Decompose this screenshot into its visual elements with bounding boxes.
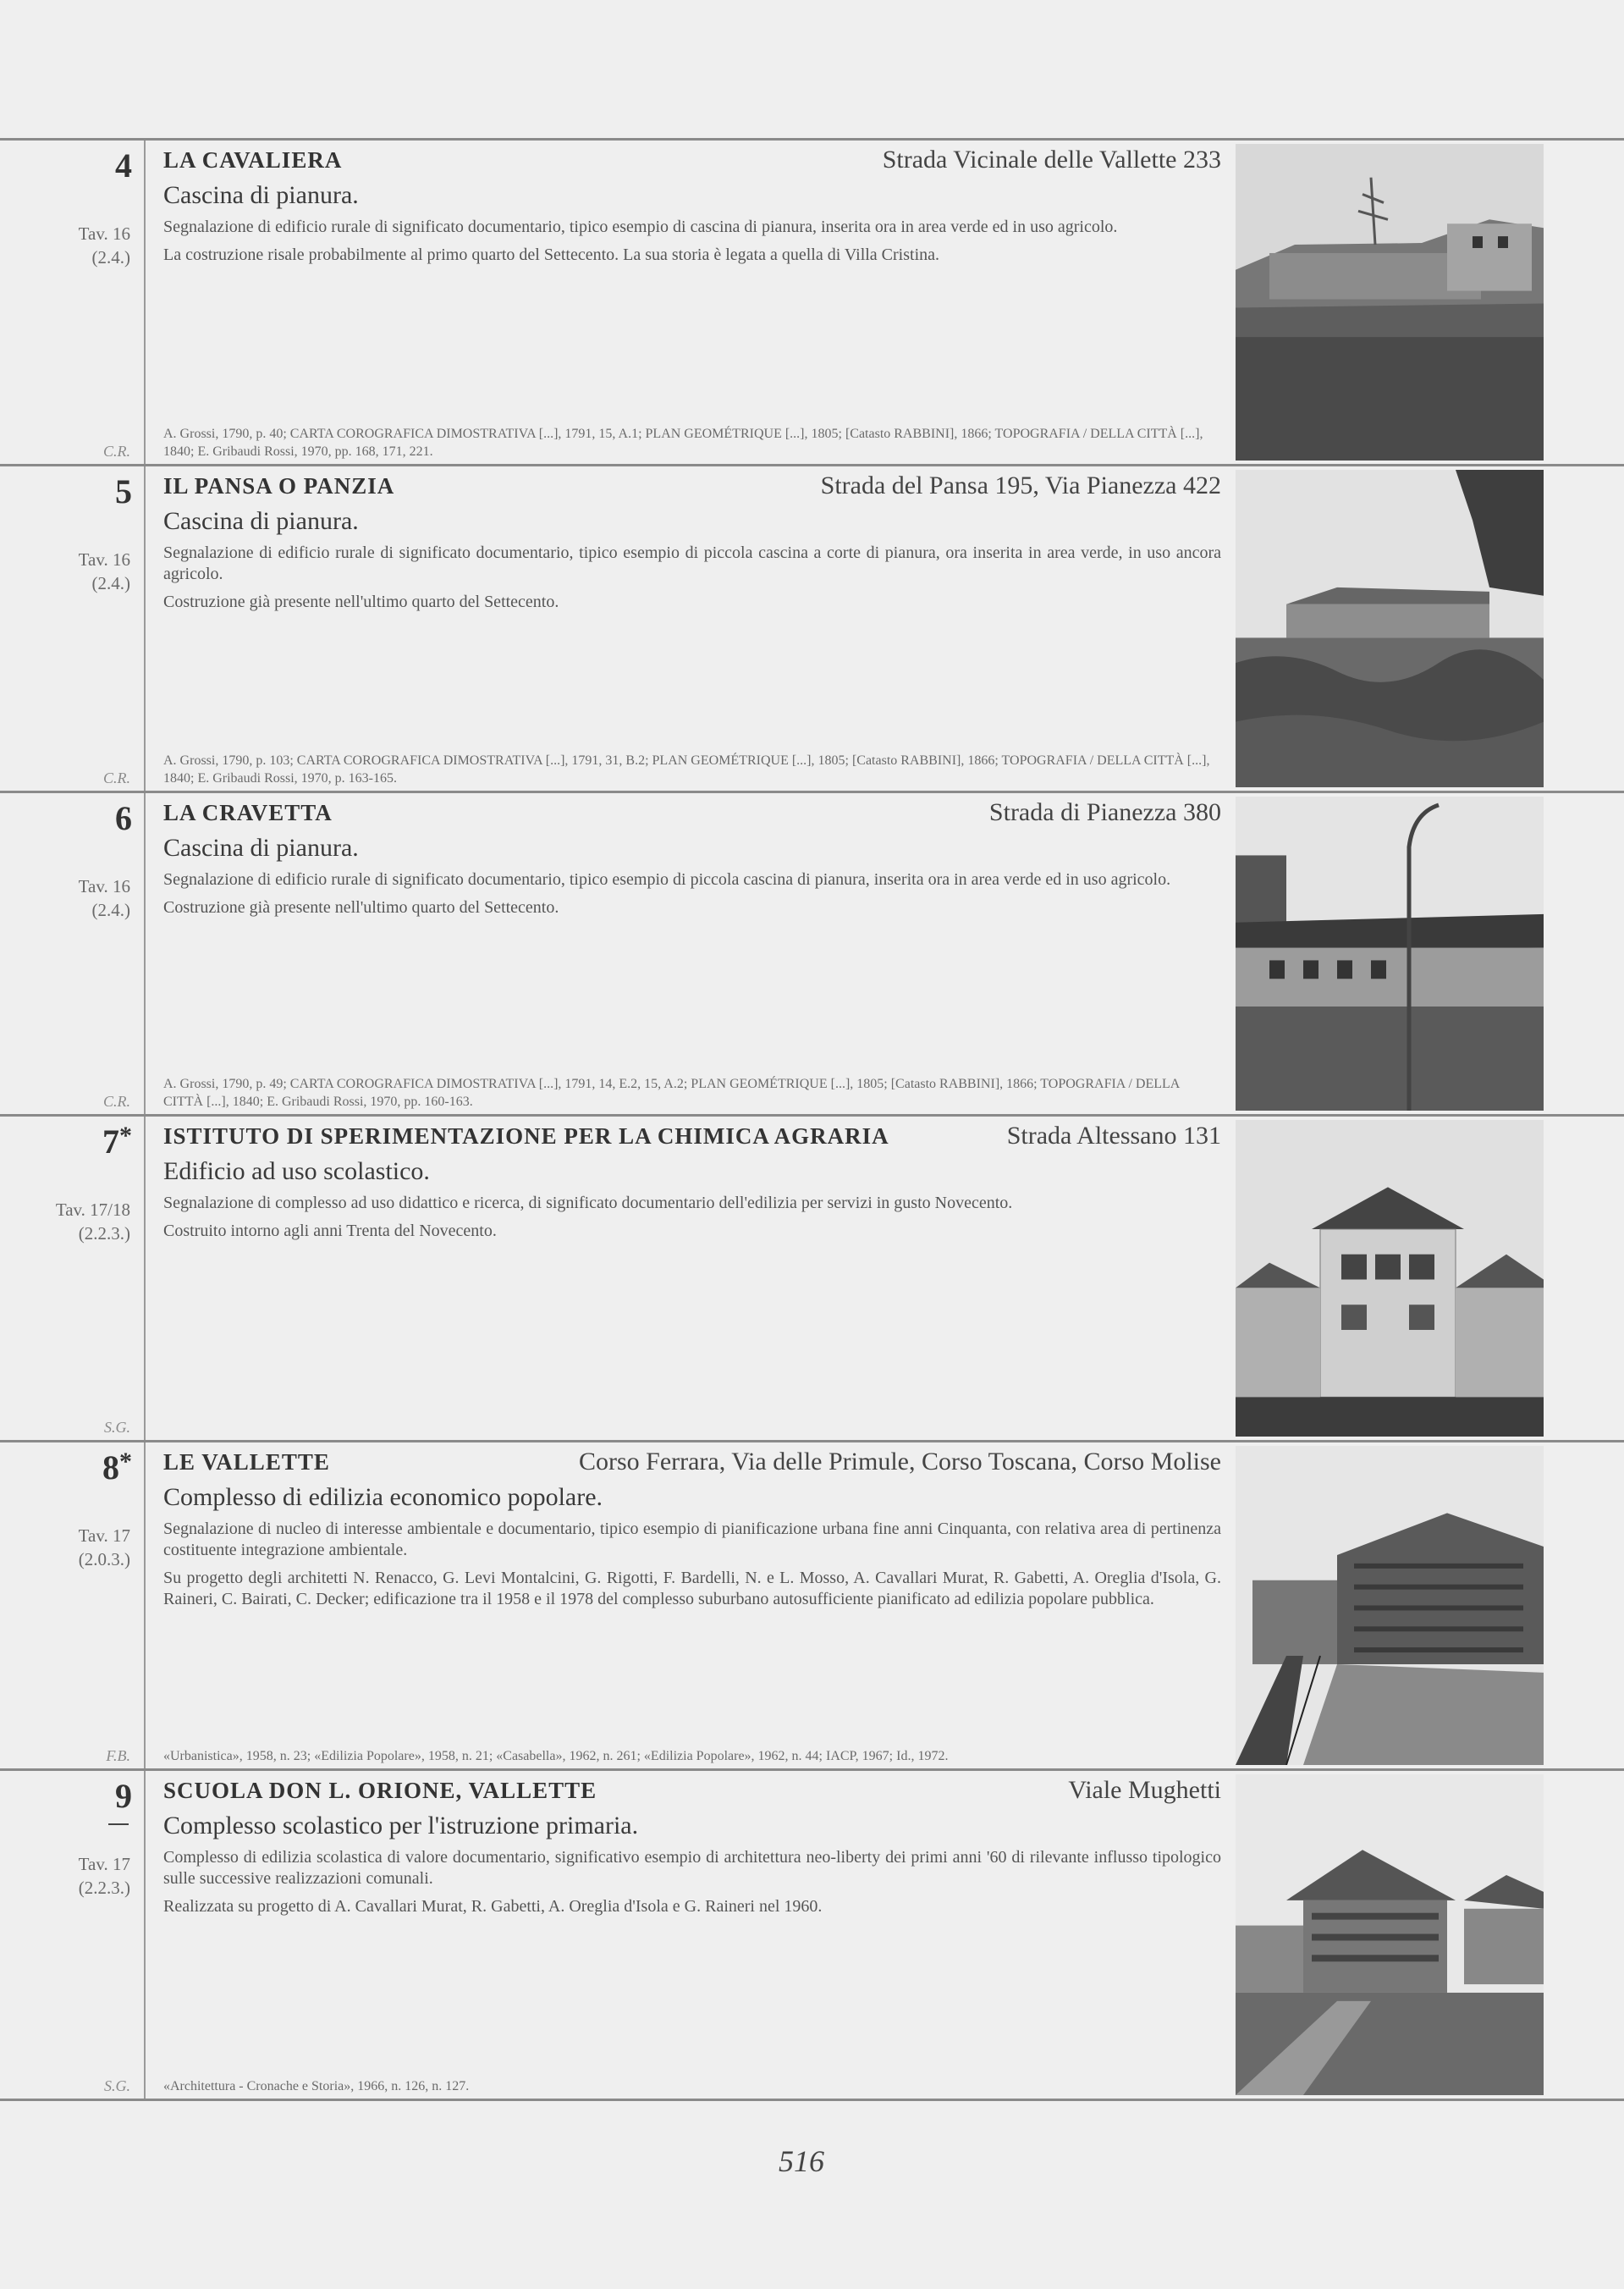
- entry-author: C.R.: [102, 443, 130, 460]
- entry-references: A. Grossi, 1790, p. 103; CARTA COROGRAFICA DIMOSTRATIVA [...], 1791, 31, B.2; PLAN GEOMÉTRIQUE [...], 1805; [Catasto RABBINI], 1866; TOPOGRAFIA / DELLA CITTÀ [...], 1840; E. Gribaudi Rossi, 1970, p. 163-165.: [163, 753, 1210, 786]
- catalogue-entry: [0, 793, 1624, 1117]
- entry-title: LA CRAVETTA: [163, 800, 333, 825]
- entry-meta-column: [0, 1771, 146, 2099]
- entry-description: Segnalazione di nucleo di interesse ambientale e documentario, tipico esempio di pianificazione urbana fine anni Cinquanta, con relativa area di pertinenza costituente integrazione ambientale. Su progetto degli architetti N. Renacco, G. Levi Montalcini, G. Rigotti, F. Bardelli, N. e L. Mosso, A. Cavallari Murat, R. Gabetti, A. Oreglia d'Isola, G. Raineri, C. Bairati, C. Decker; edificazione tra il 1958 e il 1978 del complesso suburbano autosufficiente pianificato ad edilizia popolare pubblica.: [163, 1520, 1221, 1608]
- entry-address: Corso Ferrara, Via delle Primule, Corso Toscana, Corso Molise: [578, 1448, 1221, 1475]
- entry-author: F.B.: [106, 1747, 130, 1764]
- entry-tav: Tav. 16 (2.4.): [78, 876, 130, 920]
- entry-description: Segnalazione di complesso ad uso didattico e ricerca, di significato documentario dell'edilizia per servizi in gusto Novecento. Costruito intorno agli anni Trenta del Novecento.: [163, 1194, 1013, 1240]
- entry-number: 8*: [102, 1448, 132, 1486]
- entry-content: [163, 1117, 1221, 1440]
- entry-address: Strada del Pansa 195, Via Pianezza 422: [820, 472, 1221, 499]
- entry-content: [163, 141, 1221, 464]
- farmhouse-field-photo: [1236, 144, 1544, 461]
- entry-content: [163, 793, 1221, 1114]
- entry-title: IL PANSA O PANZIA: [163, 473, 395, 499]
- entry-references: «Urbanistica», 1958, n. 23; «Edilizia Popolare», 1958, n. 21; «Casabella», 1962, n. 261; «Edilizia Popolare», 1962, n. 44; IACP, 1967; Id., 1972.: [163, 1749, 949, 1763]
- entry-title: ISTITUTO DI SPERIMENTAZIONE PER LA CHIMICA AGRARIA: [163, 1123, 889, 1149]
- entry-description: Segnalazione di edificio rurale di significato documentario, tipico esempio di cascina di pianura, inserita ora in area verde ed in uso agricolo. La costruzione risale probabilmente al primo quarto del Settecento. La sua storia è legata a quella di Villa Cristina.: [163, 218, 1118, 264]
- entry-tav: Tav. 17 (2.2.3.): [78, 1854, 130, 1898]
- entry-title: LE VALLETTE: [163, 1449, 330, 1475]
- entry-author: C.R.: [102, 1093, 130, 1110]
- entry-meta-column: [0, 1442, 146, 1768]
- entry-address: Strada Vicinale delle Vallette 233: [882, 146, 1221, 174]
- entry-title: SCUOLA DON L. ORIONE, VALLETTE: [163, 1778, 597, 1803]
- catalogue-entry: [0, 141, 1624, 466]
- entry-author: S.G.: [104, 2077, 130, 2094]
- entry-author: C.R.: [102, 769, 130, 786]
- entry-number-underline: [108, 1823, 129, 1825]
- small-farmstead-photo: [1236, 470, 1544, 787]
- catalogue-entry: [0, 1442, 1624, 1771]
- entry-subtitle: Edificio ad uso scolastico.: [163, 1157, 430, 1185]
- entry-description: Segnalazione di edificio rurale di significato documentario, tipico esempio di piccola cascina di pianura, inserita ora in area verde ed in uso agricolo. Costruzione già presente nell'ultimo quarto del Settecento.: [163, 870, 1171, 917]
- entry-subtitle: Cascina di pianura.: [163, 181, 359, 209]
- entry-content: [163, 1771, 1221, 2099]
- entry-references: A. Grossi, 1790, p. 40; CARTA COROGRAFICA DIMOSTRATIVA [...], 1791, 15, A.1; PLAN GEOMÉTRIQUE [...], 1805; [Catasto RABBINI], 1866; TOPOGRAFIA / DELLA CITTÀ [...], 1840; E. Gribaudi Rossi, 1970, pp. 168, 171, 221.: [163, 427, 1203, 459]
- entry-number: 7*: [102, 1122, 132, 1161]
- entry-address: Strada di Pianezza 380: [988, 798, 1221, 826]
- entry-meta-column: [0, 1117, 146, 1440]
- entry-number: 5: [115, 472, 132, 510]
- page-number: 516: [779, 2144, 824, 2178]
- entry-address: Strada Altessano 131: [1006, 1122, 1221, 1150]
- entry-author: S.G.: [104, 1419, 130, 1436]
- entry-description: Segnalazione di edificio rurale di significato documentario, tipico esempio di piccola cascina a corte di pianura, ora inserita in area verde, in uso ancora agricolo. Costruzione già presente nell'ultimo quarto del Settecento.: [163, 543, 1221, 611]
- school-complex-photo: [1236, 1774, 1544, 2095]
- entry-title: LA CAVALIERA: [163, 147, 343, 173]
- entry-content: [163, 1442, 1221, 1768]
- entry-tav: Tav. 17 (2.0.3.): [78, 1525, 130, 1569]
- catalogue-table: [0, 141, 1624, 2101]
- entry-content: [163, 466, 1221, 791]
- farm-buildings-streetlamp-photo: [1236, 797, 1544, 1111]
- entry-meta-column: [0, 793, 146, 1114]
- catalogue-entry: [0, 1771, 1624, 2101]
- entry-description: Complesso di edilizia scolastica di valore documentario, significativo esempio di architettura neo-liberty dei primi anni '60 di rilevante influsso tipologico sulle successive realizzazioni comunali. Realizzata su progetto di A. Cavallari Murat, R. Gabetti, A. Oreglia d'Isola e G. Raineri nel 1960.: [163, 1848, 1221, 1916]
- entry-references: A. Grossi, 1790, p. 49; CARTA COROGRAFICA DIMOSTRATIVA [...], 1791, 14, E.2, 15, A.2; PLAN GEOMÉTRIQUE [...], 1805; [Catasto RABBINI], 1866; TOPOGRAFIA / DELLA CITTÀ [...], 1840; E. Gribaudi Rossi, 1970, pp. 160-163.: [163, 1077, 1180, 1109]
- entry-references: «Architettura - Cronache e Storia», 1966, n. 126, n. 127.: [163, 2079, 470, 2093]
- housing-blocks-photo: [1236, 1446, 1544, 1765]
- entry-meta-column: [0, 466, 146, 791]
- institute-building-photo: [1236, 1120, 1544, 1437]
- entry-tav: Tav. 17/18 (2.2.3.): [55, 1200, 130, 1244]
- entry-subtitle: Cascina di pianura.: [163, 507, 359, 535]
- entry-meta-column: [0, 141, 146, 464]
- entry-number: 4: [115, 146, 132, 185]
- entry-subtitle: Complesso scolastico per l'istruzione primaria.: [163, 1812, 639, 1839]
- entry-number: 9: [115, 1777, 132, 1815]
- entry-number: 6: [115, 799, 132, 837]
- catalogue-entry: [0, 466, 1624, 793]
- entry-tav: Tav. 16 (2.4.): [78, 223, 130, 268]
- entry-address: Viale Mughetti: [1068, 1776, 1221, 1804]
- catalogue-entry: [0, 1117, 1624, 1442]
- entry-tav: Tav. 16 (2.4.): [78, 549, 130, 593]
- entry-subtitle: Cascina di pianura.: [163, 834, 359, 862]
- entry-subtitle: Complesso di edilizia economico popolare.: [163, 1483, 603, 1511]
